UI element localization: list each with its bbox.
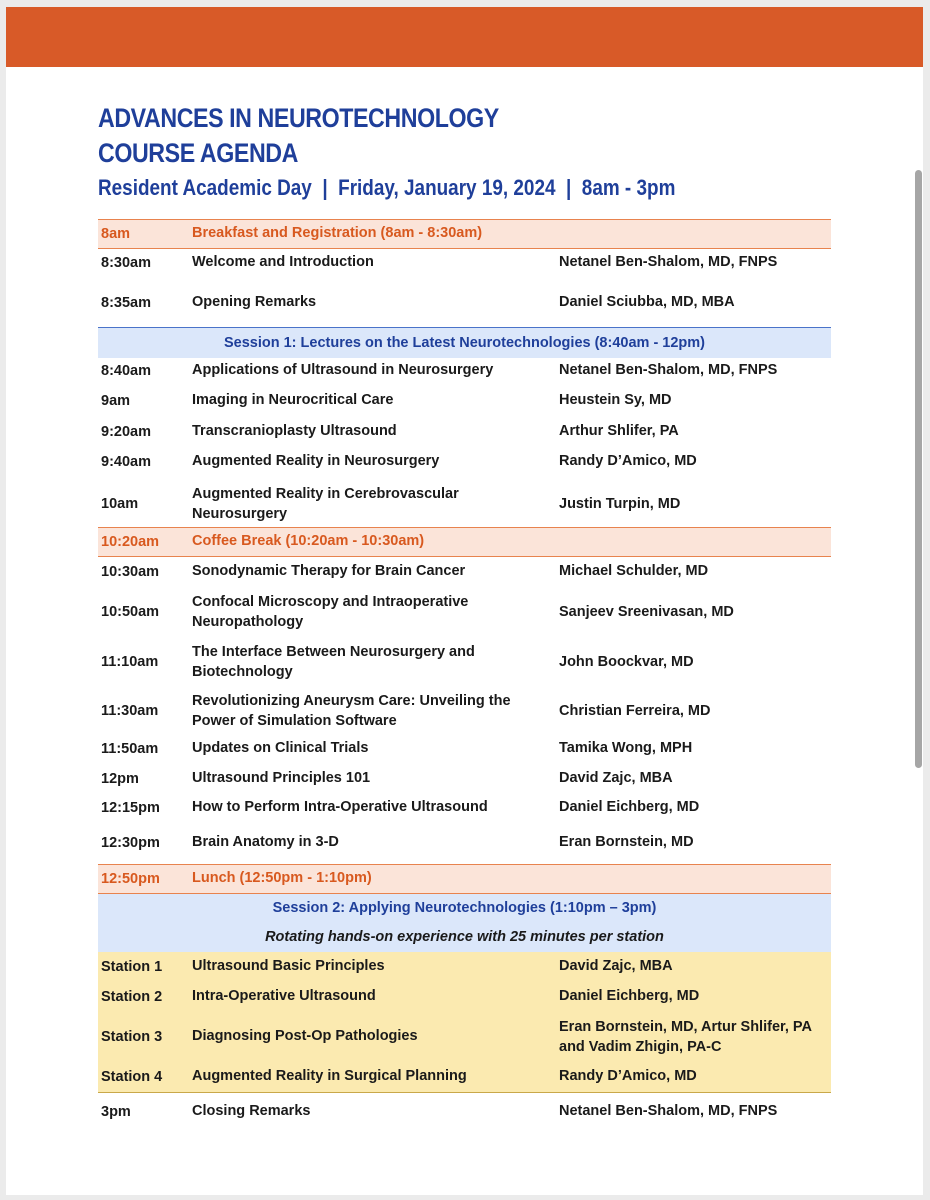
row-speaker-line: Eran Bornstein, MD, Artur Shlifer, PA [559, 1019, 812, 1035]
row-time: 8:35am [101, 295, 151, 311]
row-title-line: Biotechnology [192, 664, 293, 680]
row-time: 12:15pm [101, 800, 160, 816]
row-speaker: Netanel Ben-Shalom, MD, FNPS [559, 362, 778, 378]
row-time: 9:20am [101, 424, 151, 440]
title-line1: ADVANCES IN NEUROTECHNOLOGY [98, 103, 499, 133]
row-title-line: Power of Simulation Software [192, 713, 397, 729]
row-speaker: Randy D’Amico, MD [559, 453, 697, 469]
row-title: Transcranioplasty Ultrasound [192, 423, 397, 439]
row-title: Diagnosing Post-Op Pathologies [192, 1028, 418, 1044]
row-title-line: Confocal Microscopy and Intraoperative [192, 594, 469, 610]
row-speaker: Eran Bornstein, MD [559, 834, 694, 850]
row-title-line: The Interface Between Neurosurgery and [192, 644, 475, 660]
row-time: 12:30pm [101, 835, 160, 851]
subtitle: Resident Academic Day | Friday, January 19, 2024 | 8am - 3pm [98, 175, 676, 200]
station-row [98, 1018, 831, 1058]
agenda-row [98, 454, 831, 476]
row-speaker: Sanjeev Sreenivasan, MD [559, 604, 734, 620]
row-title: Ultrasound Basic Principles [192, 958, 385, 974]
row-speaker: Michael Schulder, MD [559, 563, 709, 579]
row-title: Sonodynamic Therapy for Brain Cancer [192, 563, 466, 579]
row-title-line: Neurosurgery [192, 506, 288, 522]
row-time: 11:50am [101, 741, 159, 757]
session-note: Rotating hands-on experience with 25 minutes per station [265, 929, 664, 945]
row-speaker: Tamika Wong, MPH [559, 740, 693, 756]
row-speaker: Arthur Shlifer, PA [559, 423, 679, 439]
agenda-row [98, 835, 831, 857]
agenda-row [98, 363, 831, 385]
row-speaker-line: and Vadim Zhigin, PA-C [559, 1039, 722, 1055]
row-time: 8am [101, 226, 131, 242]
row-speaker: Christian Ferreira, MD [559, 703, 711, 719]
row-speaker [559, 1017, 839, 1057]
row-speaker: Daniel Sciubba, MD, MBA [559, 294, 735, 310]
station-label: Station 1 [101, 959, 163, 975]
row-title: Augmented Reality in Surgical Planning [192, 1068, 467, 1084]
row-time: 8:30am [101, 255, 151, 271]
row-title-line: Augmented Reality in Cerebrovascular [192, 486, 459, 502]
row-title: Augmented Reality in Neurosurgery [192, 453, 440, 469]
row-time: 9:40am [101, 454, 151, 470]
row-title-line: Neuropathology [192, 614, 304, 630]
agenda-row [98, 255, 831, 277]
row-speaker: Randy D’Amico, MD [559, 1068, 697, 1084]
agenda-row [98, 424, 831, 446]
row-speaker: Heustein Sy, MD [559, 392, 672, 408]
row-title: How to Perform Intra-Operative Ultrasound [192, 799, 488, 815]
row-time: 3pm [101, 1104, 131, 1120]
row-speaker: David Zajc, MBA [559, 770, 673, 786]
row-title: Closing Remarks [192, 1103, 311, 1119]
coffee-break-row [98, 527, 831, 557]
row-title: Imaging in Neurocritical Care [192, 392, 394, 408]
lunch-row [98, 864, 831, 894]
row-title [192, 592, 552, 632]
row-speaker: John Boockvar, MD [559, 654, 694, 670]
row-speaker: Netanel Ben-Shalom, MD, FNPS [559, 254, 778, 270]
agenda-row [98, 1104, 831, 1126]
row-time: 11:30am [101, 703, 159, 719]
agenda-row [98, 691, 831, 731]
row-title: Opening Remarks [192, 294, 317, 310]
agenda-row [98, 295, 831, 317]
row-speaker: Justin Turpin, MD [559, 496, 681, 512]
scrollbar[interactable] [915, 170, 922, 768]
row-time: 10:30am [101, 564, 160, 580]
session2-header [98, 894, 831, 952]
row-title: Updates on Clinical Trials [192, 740, 369, 756]
row-title: Coffee Break (10:20am - 10:30am) [192, 533, 425, 549]
session1-header [98, 327, 831, 358]
session-title: Session 1: Lectures on the Latest Neurotechnologies (8:40am - 12pm) [223, 335, 706, 351]
row-time: 9am [101, 393, 131, 409]
station-label: Station 3 [101, 1029, 163, 1045]
row-time: 11:10am [101, 654, 159, 670]
row-time: 10:50am [101, 604, 160, 620]
agenda-row [98, 592, 831, 632]
row-title: Brain Anatomy in 3-D [192, 834, 339, 850]
row-title: Lunch (12:50pm - 1:10pm) [192, 870, 372, 886]
row-title [192, 484, 552, 524]
agenda-row [98, 642, 831, 682]
row-title: Ultrasound Principles 101 [192, 770, 371, 786]
row-title-line: Revolutionizing Aneurysm Care: Unveiling the [192, 693, 511, 709]
session-title: Session 2: Applying Neurotechnologies (1:10pm – 3pm) [272, 900, 657, 916]
row-title: Breakfast and Registration (8am - 8:30am) [192, 225, 483, 241]
station-label: Station 2 [101, 989, 163, 1005]
station-row [98, 1069, 831, 1091]
agenda-row [98, 771, 831, 793]
breakfast-row [98, 219, 831, 249]
row-time: 8:40am [101, 363, 151, 379]
row-speaker: Netanel Ben-Shalom, MD, FNPS [559, 1103, 778, 1119]
header-banner [6, 7, 923, 67]
row-title: Applications of Ultrasound in Neurosurgery [192, 362, 494, 378]
station-label: Station 4 [101, 1069, 163, 1085]
row-title [192, 642, 552, 682]
row-speaker: David Zajc, MBA [559, 958, 673, 974]
row-time: 10am [101, 496, 139, 512]
row-title: Welcome and Introduction [192, 254, 374, 270]
row-speaker: Daniel Eichberg, MD [559, 799, 700, 815]
agenda-row [98, 564, 831, 586]
row-time: 10:20am [101, 534, 160, 550]
agenda-row [98, 484, 831, 524]
station-row [98, 959, 831, 981]
row-speaker: Daniel Eichberg, MD [559, 988, 700, 1004]
row-title: Intra-Operative Ultrasound [192, 988, 376, 1004]
station-row [98, 989, 831, 1011]
row-title [192, 691, 552, 731]
agenda-row [98, 741, 831, 763]
title-line2: COURSE AGENDA [98, 138, 298, 168]
agenda-row [98, 393, 831, 415]
agenda-row [98, 800, 831, 822]
row-time: 12pm [101, 771, 139, 787]
row-time: 12:50pm [101, 871, 160, 887]
